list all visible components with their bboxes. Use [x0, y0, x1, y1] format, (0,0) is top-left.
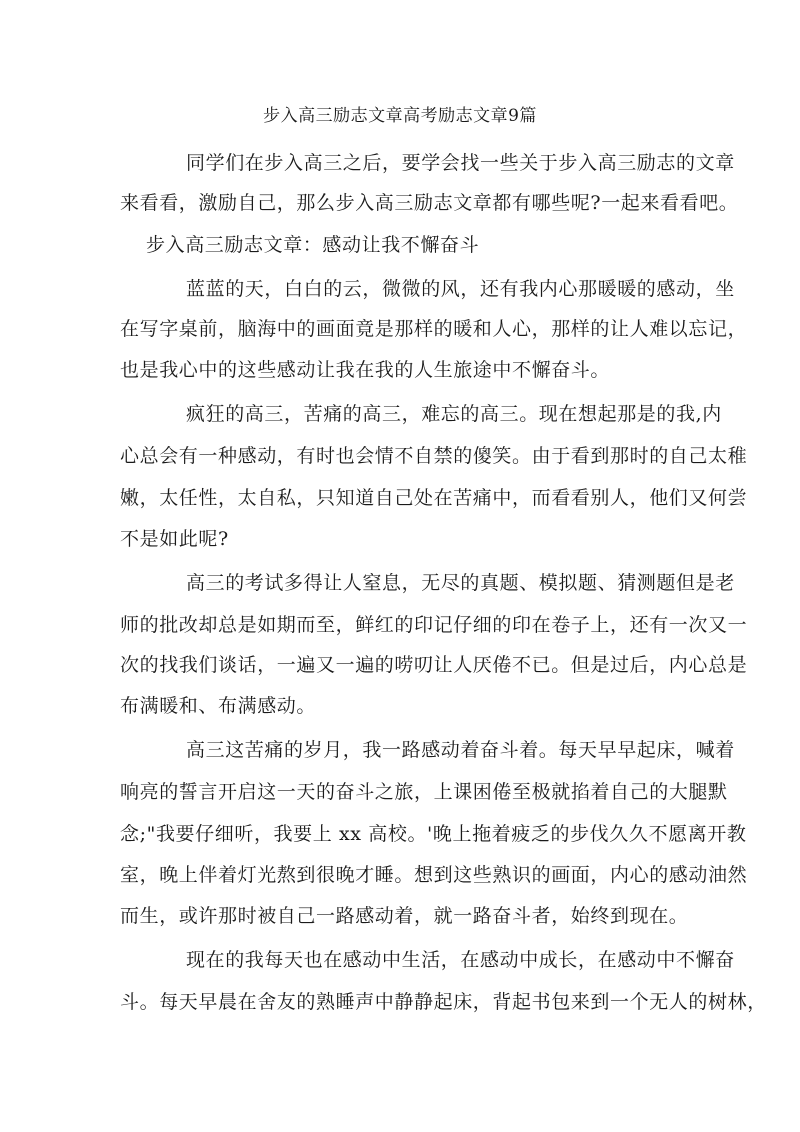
paragraph-line: 在写字桌前，脑海中的画面竟是那样的暖和人心，那样的让人难以忘记， — [120, 318, 748, 340]
paragraph-line: 念;"我要仔细听，我要上 xx 高校。'晚上拖着疲乏的步伐久久不愿离开教 — [120, 823, 747, 845]
paragraph-line: 斗。每天早晨在舍友的熟睡声中静静起床，背起书包来到一个无人的树林， — [120, 991, 767, 1013]
section-heading: 步入高三励志文章：感动让我不懈奋斗 — [146, 234, 480, 256]
document-title: 步入高三励志文章高考励志文章9篇 — [263, 106, 537, 126]
paragraph-line: 来看看，激励自己，那么步入高三励志文章都有哪些呢?一起来看看吧。 — [120, 192, 739, 214]
paragraph-line: 心总会有一种感动，有时也会情不自禁的傻笑。由于看到那时的自己太稚 — [120, 445, 748, 467]
paragraph-line: 嫩，太任性，太自私，只知道自己处在苦痛中，而看看别人，他们又何尝 — [120, 487, 748, 509]
paragraph-line: 疯狂的高三，苦痛的高三，难忘的高三。现在想起那是的我,内 — [186, 403, 722, 425]
paragraph-line: 布满暖和、布满感动。 — [120, 695, 317, 717]
paragraph-line: 而生，或许那时被自己一路感动着，就一路奋斗者，始终到现在。 — [120, 905, 689, 927]
paragraph-line: 高三这苦痛的岁月，我一路感动着奋斗着。每天早早起床，喊着 — [186, 739, 735, 761]
paragraph-line: 高三的考试多得让人窒息，无尽的真题、模拟题、猜测题但是老 — [186, 572, 735, 594]
paragraph-line: 响亮的誓言开启这一天的奋斗之旅，上课困倦至极就掐着自己的大腿默 — [120, 781, 728, 803]
paragraph-line: 蓝蓝的天，白白的云，微微的风，还有我内心那暖暖的感动，坐 — [186, 278, 735, 300]
paragraph-line: 次的找我们谈话，一遍又一遍的唠叨让人厌倦不已。但是过后，内心总是 — [120, 654, 748, 676]
paragraph-line: 不是如此呢? — [120, 528, 229, 550]
paragraph-line: 现在的我每天也在感动中生活，在感动中成长，在感动中不懈奋 — [186, 949, 735, 971]
paragraph-line: 师的批改却总是如期而至，鲜红的印记仔细的印在卷子上，还有一次又一 — [120, 614, 748, 636]
paragraph-line: 室，晚上伴着灯光熬到很晚才睡。想到这些熟识的画面，内心的感动油然 — [120, 864, 748, 886]
paragraph-line: 同学们在步入高三之后，要学会找一些关于步入高三励志的文章 — [186, 152, 735, 174]
paragraph-line: 也是我心中的这些感动让我在我的人生旅途中不懈奋斗。 — [120, 359, 611, 381]
